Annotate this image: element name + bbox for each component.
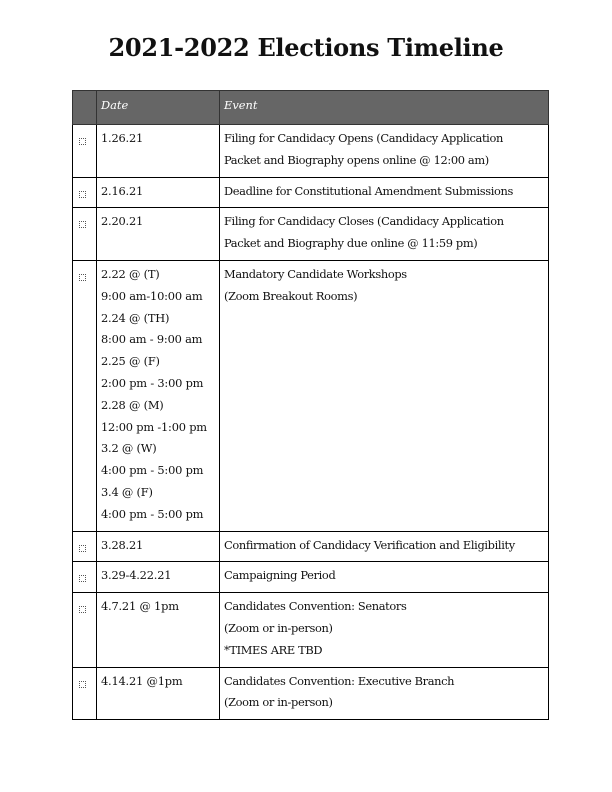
event-line: Mandatory Candidate Workshops — [224, 266, 407, 281]
date-line: 9:00 am-10:00 am — [101, 288, 203, 303]
row-marker-cell — [73, 177, 97, 208]
date-line: 2.22 @ (T) — [101, 266, 160, 281]
event-line: Candidates Convention: Executive Branch — [224, 673, 455, 688]
checkbox-marker-icon — [79, 545, 86, 552]
date-cell — [97, 562, 220, 593]
timeline-table — [72, 90, 549, 720]
event-cell — [220, 177, 549, 208]
date-cell — [97, 125, 220, 178]
row-marker-cell — [73, 667, 97, 720]
row-marker-cell — [73, 260, 97, 531]
event-line: Candidates Convention: Senators — [224, 599, 407, 614]
table-row — [73, 260, 549, 531]
table-header-row — [73, 91, 549, 125]
event-line: Filing for Candidacy Closes (Candidacy Application — [224, 214, 504, 229]
header-event: Event — [220, 91, 549, 125]
checkbox-marker-icon — [79, 575, 86, 582]
event-cell — [220, 562, 549, 593]
date-line: 4.14.21 @1pm — [101, 673, 183, 688]
date-cell — [97, 177, 220, 208]
row-marker-cell — [73, 531, 97, 562]
event-line: Packet and Biography due online @ 11:59 pm) — [224, 236, 478, 251]
checkbox-marker-icon — [79, 138, 86, 145]
event-cell — [220, 125, 549, 178]
date-line: 3.29-4.22.21 — [101, 568, 172, 583]
checkbox-marker-icon — [79, 606, 86, 613]
date-line: 2.25 @ (F) — [101, 354, 160, 369]
table-row — [73, 667, 549, 720]
table-row — [73, 125, 549, 178]
checkbox-marker-icon — [79, 221, 86, 228]
event-cell — [220, 208, 549, 261]
header-date: Date — [97, 91, 220, 125]
checkbox-marker-icon — [79, 274, 86, 281]
date-line: 8:00 am - 9:00 am — [101, 332, 203, 347]
checkbox-marker-icon — [79, 681, 86, 688]
event-line: Confirmation of Candidacy Verification and Eligibility — [224, 537, 515, 552]
date-cell — [97, 260, 220, 531]
date-line: 12:00 pm -1:00 pm — [101, 419, 207, 434]
row-marker-cell — [73, 208, 97, 261]
table-row — [73, 562, 549, 593]
date-line: 4:00 pm - 5:00 pm — [101, 506, 204, 521]
event-cell — [220, 531, 549, 562]
row-marker-cell — [73, 562, 97, 593]
row-marker-cell — [73, 125, 97, 178]
date-line: 4.7.21 @ 1pm — [101, 599, 179, 614]
page-title: 2021-2022 Elections Timeline — [108, 33, 504, 62]
date-line: 2:00 pm - 3:00 pm — [101, 375, 204, 390]
date-line: 2.20.21 — [101, 214, 144, 229]
event-cell — [220, 593, 549, 667]
date-line: 2.16.21 — [101, 183, 144, 198]
event-line: Deadline for Constitutional Amendment Submissions — [224, 183, 514, 198]
date-cell — [97, 208, 220, 261]
date-line: 3.2 @ (W) — [101, 441, 157, 456]
date-cell — [97, 667, 220, 720]
event-line: (Zoom or in-person) — [224, 695, 333, 710]
date-line: 4:00 pm - 5:00 pm — [101, 463, 204, 478]
event-line: (Zoom Breakout Rooms) — [224, 288, 358, 303]
row-marker-cell — [73, 593, 97, 667]
date-cell — [97, 531, 220, 562]
event-line: Packet and Biography opens online @ 12:00 am) — [224, 152, 489, 167]
event-line: Campaigning Period — [224, 568, 336, 583]
date-line: 3.28.21 — [101, 537, 144, 552]
checkbox-marker-icon — [79, 191, 86, 198]
date-line: 3.4 @ (F) — [101, 484, 153, 499]
table-row — [73, 593, 549, 667]
table-row — [73, 177, 549, 208]
table-row — [73, 208, 549, 261]
event-line: (Zoom or in-person) — [224, 620, 333, 635]
date-line: 1.26.21 — [101, 131, 144, 145]
date-line: 2.24 @ (TH) — [101, 310, 170, 325]
event-cell — [220, 260, 549, 531]
event-line: Filing for Candidacy Opens (Candidacy Application — [224, 131, 503, 145]
table-row — [73, 531, 549, 562]
event-cell — [220, 667, 549, 720]
date-cell — [97, 593, 220, 667]
event-line: *TIMES ARE TBD — [224, 642, 323, 657]
date-line: 2.28 @ (M) — [101, 397, 164, 412]
header-marker-column — [73, 91, 97, 125]
